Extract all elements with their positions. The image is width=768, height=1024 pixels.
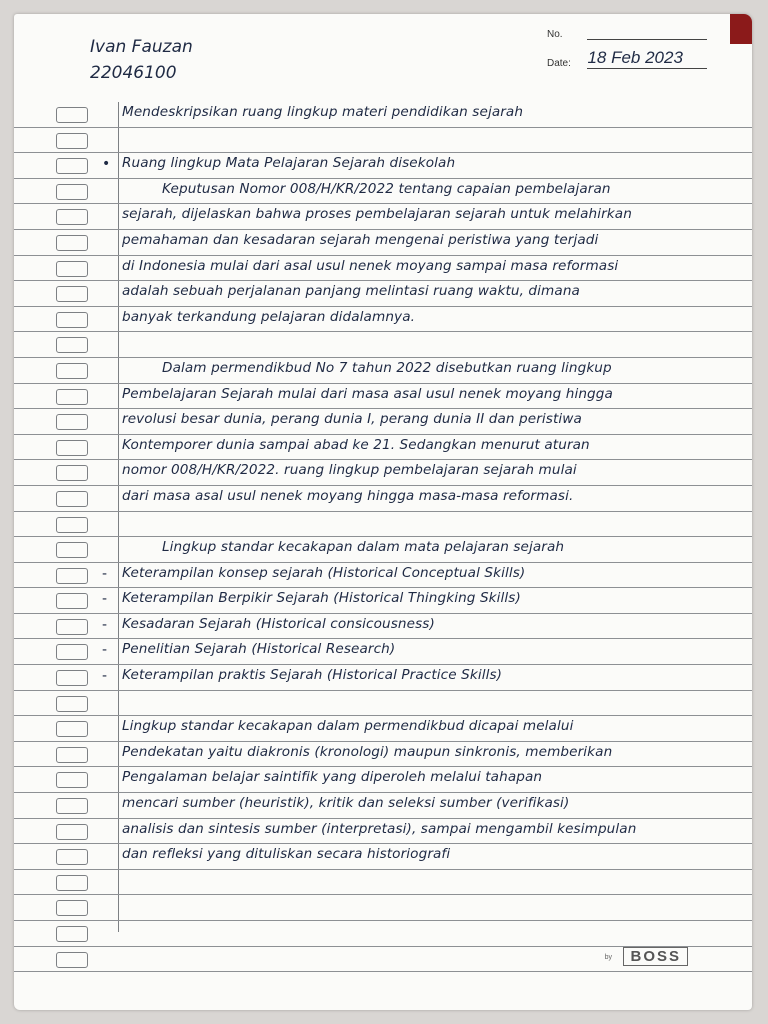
note-line [14,281,752,307]
note-line [14,230,752,256]
bullet-mark: - [102,591,108,608]
note-line [14,665,752,691]
note-line [14,563,752,589]
line-text: Kesadaran Sejarah (Historical consicousness) [122,615,435,632]
author-block [90,34,193,86]
line-text: Dalam permendikbud No 7 tahun 2022 disebutkan ruang lingkup [162,359,612,376]
checkbox-icon [56,312,88,328]
line-text: Pengalaman belajar saintifik yang diperoleh melalui tahapan [122,769,543,786]
checkbox-icon [56,414,88,430]
note-line [14,691,752,717]
line-text: revolusi besar dunia, perang dunia I, perang dunia II dan peristiwa [122,411,582,428]
line-text: Keterampilan Berpikir Sejarah (Historical Thingking Skills) [122,590,521,607]
checkbox-icon [56,363,88,379]
line-text: banyak terkandung pelajaran didalamnya. [122,308,416,325]
checkbox-icon [56,900,88,916]
line-text: Keterampilan praktis Sejarah (Historical Practice Skills) [122,667,503,684]
checkbox-icon [56,721,88,737]
binding-corner [730,14,752,44]
note-line [14,819,752,845]
line-text: analisis dan sintesis sumber (interpretasi), sampai mengambil kesimpulan [122,820,637,837]
checkbox-icon [56,747,88,763]
ruled-lines [14,102,752,972]
note-line [14,767,752,793]
note-line [14,486,752,512]
dotted-footer [118,932,718,940]
checkbox-icon [56,644,88,660]
checkbox-icon [56,517,88,533]
checkbox-icon [56,772,88,788]
line-text: Ruang lingkup Mata Pelajaran Sejarah disekolah [122,155,456,172]
checkbox-icon [56,389,88,405]
note-line [14,742,752,768]
bullet-mark: - [102,565,108,582]
line-text: nomor 008/H/KR/2022. ruang lingkup pembelajaran sejarah mulai [122,462,577,479]
note-line [14,870,752,896]
checkbox-icon [56,926,88,942]
checkbox-icon [56,440,88,456]
checkbox-icon [56,798,88,814]
checkbox-icon [56,184,88,200]
checkbox-icon [56,107,88,123]
date-label: Date: [547,58,571,69]
brand-prefix: by [604,954,612,961]
no-label: No. [547,29,563,40]
note-line [14,537,752,563]
line-text: mencari sumber (heuristik), kritik dan seleksi sumber (verifikasi) [122,795,570,812]
checkbox-icon [56,593,88,609]
line-text: Keputusan Nomor 008/H/KR/2022 tentang capaian pembelajaran [162,180,611,197]
note-line [14,614,752,640]
line-text: Lingkup standar kecakapan dalam mata pelajaran sejarah [162,539,565,556]
line-text: Pembelajaran Sejarah mulai dari masa asal usul nenek moyang hingga [122,385,613,402]
checkbox-icon [56,696,88,712]
note-line [14,102,752,128]
line-text: sejarah, dijelaskan bahwa proses pembelajaran sejarah untuk melahirkan [122,206,632,223]
date-value: 18 Feb 2023 [587,48,707,69]
note-line [14,844,752,870]
line-text: di Indonesia mulai dari asal usul nenek moyang sampai masa reformasi [122,257,619,274]
checkbox-icon [56,209,88,225]
bullet-mark: - [102,642,108,659]
note-line [14,435,752,461]
note-line [14,895,752,921]
note-line [14,460,752,486]
line-text: dari masa asal usul nenek moyang hingga masa-masa reformasi. [122,487,574,504]
checkbox-icon [56,542,88,558]
bullet-mark: • [102,156,111,173]
checkbox-icon [56,133,88,149]
note-line [14,153,752,179]
note-line [14,358,752,384]
line-text: Penelitian Sejarah (Historical Research) [122,641,396,658]
line-text: Kontemporer dunia sampai abad ke 21. Sedangkan menurut aturan [122,436,590,453]
note-line [14,179,752,205]
author-id: 22046100 [90,63,177,83]
notebook-page [14,14,752,1010]
note-line [14,716,752,742]
note-line [14,384,752,410]
checkbox-icon [56,491,88,507]
line-text: Lingkup standar kecakapan dalam permendikbud dicapai melalui [122,718,574,735]
line-text: adalah sebuah perjalanan panjang melintasi ruang waktu, dimana [122,283,580,300]
author-name: Ivan Fauzan [90,37,193,57]
checkbox-icon [56,849,88,865]
checkbox-icon [56,952,88,968]
brand-logo: BOSS [623,947,688,966]
note-line [14,639,752,665]
checkbox-icon [56,235,88,251]
note-line [14,128,752,154]
note-line [14,204,752,230]
note-line [14,332,752,358]
checkbox-icon [56,465,88,481]
bullet-mark: - [102,668,108,685]
note-line [14,793,752,819]
checkbox-icon [56,337,88,353]
note-line [14,256,752,282]
bullet-mark: - [102,616,108,633]
checkbox-icon [56,670,88,686]
checkbox-icon [56,875,88,891]
checkbox-icon [56,261,88,277]
checkbox-icon [56,158,88,174]
checkbox-icon [56,619,88,635]
line-text: Mendeskripsikan ruang lingkup materi pendidikan sejarah [122,104,524,120]
line-text: Keterampilan konsep sejarah (Historical Conceptual Skills) [122,564,526,581]
line-text: dan refleksi yang dituliskan secara historiografi [122,846,451,863]
line-text: Pendekatan yaitu diakronis (kronologi) maupun sinkronis, memberikan [122,743,613,760]
note-line [14,512,752,538]
page-meta [547,22,707,74]
note-line [14,588,752,614]
note-line [14,409,752,435]
note-line [14,307,752,333]
no-value [587,39,707,40]
checkbox-icon [56,568,88,584]
checkbox-icon [56,824,88,840]
line-text: pemahaman dan kesadaran sejarah mengenai peristiwa yang terjadi [122,231,599,248]
checkbox-icon [56,286,88,302]
